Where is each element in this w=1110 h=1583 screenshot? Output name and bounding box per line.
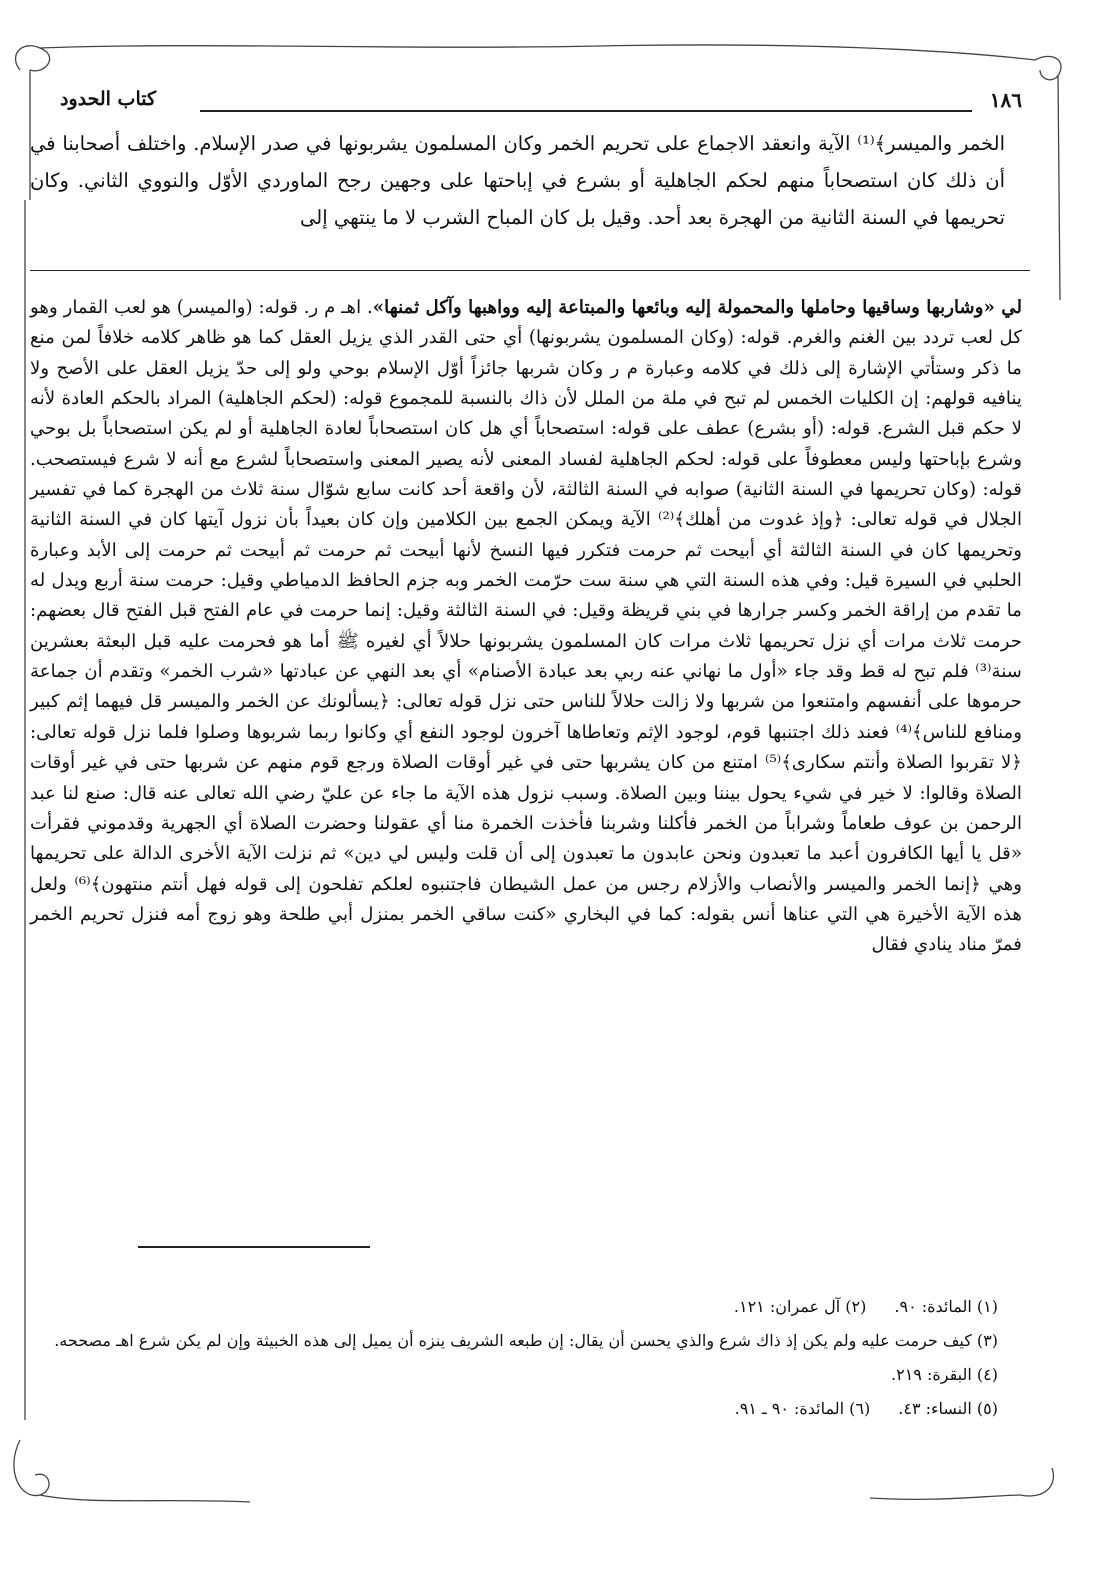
footnote-3: (٣) كيف حرمت عليه ولم يكن إذ ذاك شرع والذي يحسن أن يقال: إن طبعه الشريف ينزه أن يميل إلى هذه الخبيثة وإن لم يكن شرع اهـ مصححه. bbox=[54, 1331, 998, 1350]
footnote-rule bbox=[138, 1246, 370, 1248]
footnote-2: (٢) آل عمران: ١٢١. bbox=[733, 1297, 867, 1316]
main-text bbox=[30, 125, 1005, 236]
main-paragraph: الخمر والميسر﴾⁽¹⁾ الآية وانعقد الاجماع على تحريم الخمر وكان المسلمون يشربونها في صدر الإسلام. واختلف أصحابنا في أن ذلك كان استصحاباً منهم لحكم الجاهلية أو بشرع في إباحتها على وجهين رجح الماوردي الأوّل والنووي الثاني. وكان تحريمها في السنة الثانية من الهجرة بعد أحد. وقيل بل كان المباح الشرب لا ما ينتهي إلى bbox=[30, 132, 1005, 229]
main-commentary-separator bbox=[30, 270, 1030, 271]
footnote-1: (١) المائدة: ٩٠. bbox=[894, 1297, 998, 1316]
footnote-line bbox=[20, 1358, 998, 1392]
footnote-5: (٥) النساء: ٤٣. bbox=[898, 1399, 998, 1418]
page-number: ١٨٦ bbox=[989, 88, 1022, 112]
footnotes bbox=[20, 1290, 998, 1426]
header-rule bbox=[200, 110, 972, 112]
commentary-paragraph bbox=[30, 293, 1022, 961]
commentary-text bbox=[30, 293, 1022, 961]
commentary-body: . اهـ م ر. قوله: (والميسر) هو لعب القمار وهو كل لعب تردد بين الغنم والغرم. قوله: (وكان المسلمون يشربونها) أي حتى القدر الذي يزيل العقل كما هو ظاهر كلامه خلافاً لمن منع ما ذكر وستأتي الإشارة إلى ذلك في كلامه وعبارة م ر وكان شربها جائزاً أوّل الإسلام بوحي ولو إلى حدّ يزيل العقل على الأصح ولا ينافيه قولهم: إن الكليات الخمس لم تبح في ملة من الملل لأن ذاك بالنسبة للمجموع قوله: (لحكم الجاهلية) المراد بالحكم العادة لأنه لا حكم قبل الشرع. قوله: (أو بشرع) عطف على قوله: استصحاباً أي هل كان استصحاباً لعادة الجاهلية أو لم يكن استصحاباً بل بوحي وشرع بإباحتها وليس معطوفاً على قوله: لحكم الجاهلية لفساد المعنى لأنه يصير المعنى واستصحاباً لشرع مع أنه لا شرع فيستصحب. قوله: (وكان تحريمها في السنة الثانية) صوابه في السنة الثالثة، لأن واقعة أحد كانت سابع شوّال سنة ثلاث من الهجرة كما في تفسير الجلال في قوله تعالى: ﴿وإذ غدوت من أهلك﴾⁽²⁾ الآية ويمكن الجمع بين الكلامين وإن كان بعيداً بأن نزول آيتها كان في السنة الثانية وتحريمها كان في السنة الثالثة أي أبيحت ثم حرمت فتكرر فيها النسخ لأنها أبيحت ثم حرمت ثم أبيحت ثم حرمت إلى الأبد وعبارة الحلبي في السيرة قيل: وفي هذه السنة التي هي سنة ست حرّمت الخمر وبه جزم الحافظ الدمياطي وقيل: حرمت سنة أربع ويدل له ما تقدم من إراقة الخمر وكسر جرارها في بني قريظة وقيل: في السنة الثالثة وقيل: إنما حرمت في عام الفتح قبل الفتح قال بعضهم: حرمت ثلاث مرات أي نزل تحريمها ثلاث مرات كان المسلمون يشربونها حلالاً أي لغيره ﷺ أما هو فحرمت عليه قبل البعثة بعشرين سنة⁽³⁾ فلم تبح له قط وقد جاء «أول ما نهاني عنه ربي بعد عبادة الأصنام» أي بعد النهي عن عبادتها «شرب الخمر» وتقدم أن جماعة حرموها على أنفسهم وامتنعوا من شربها ولا زالت حلالاً للناس حتى نزل قوله تعالى: ﴿يسألونك عن الخمر والميسر قل فيهما إثم كبير ومنافع للناس﴾⁽⁴⁾ فعند ذلك اجتنبها قوم، لوجود الإثم وتعاطاها آخرون لوجود النفع أي وكانوا ربما شربوها وصلوا فلما نزل قوله تعالى: ﴿لا تقربوا الصلاة وأنتم سكارى﴾⁽⁵⁾ امتنع من كان يشربها حتى في غير أوقات الصلاة ورجع قوم منهم عن شربها حتى في غير أوقات الصلاة وقالوا: لا خير في شيء يحول بيننا وبين الصلاة. وسبب نزول هذه الآية ما جاء عن عليّ رضي الله تعالى عنه قال: صنع لنا عبد الرحمن بن عوف طعاماً وشراباً من الخمر فأكلنا وشربنا فأخذت الخمرة منا أي عقولنا وحضرت الصلاة أي الجهرية وقدموني فقرأت «قل يا أيها الكافرون أعبد ما تعبدون ونحن عابدون ما تعبدون إلى أن قلت وليس لي دين» ثم نزلت الآية الأخرى الدالة على تحريمها وهي ﴿إنما الخمر والميسر والأنصاب والأزلام رجس من عمل الشيطان فاجتنبوه لعلكم تفلحون إلى قوله فهل أنتم منتهون﴾⁽⁶⁾ ولعل هذه الآية الأخيرة هي التي عناها أنس بقوله: كما في البخاري «كنت ساقي الخمر بمنزل أبي طلحة وهو زوج أمه فنزل تحريم الخمر فمرّ مناد ينادي فقال bbox=[30, 297, 1023, 956]
footnote-line bbox=[20, 1290, 998, 1324]
book-title: كتاب الحدود bbox=[60, 88, 157, 110]
footnote-line bbox=[20, 1392, 998, 1426]
footnote-4: (٤) البقرة: ٢١٩. bbox=[891, 1365, 998, 1384]
footnote-6: (٦) المائدة: ٩٠ ـ ٩١. bbox=[734, 1399, 871, 1418]
commentary-opening-quote: لي «وشاربها وساقيها وحاملها والمحمولة إليه وبائعها والمبتاعة إليه وواهبها وآكل ثمنها» bbox=[372, 297, 1022, 318]
page-header bbox=[60, 88, 1022, 128]
